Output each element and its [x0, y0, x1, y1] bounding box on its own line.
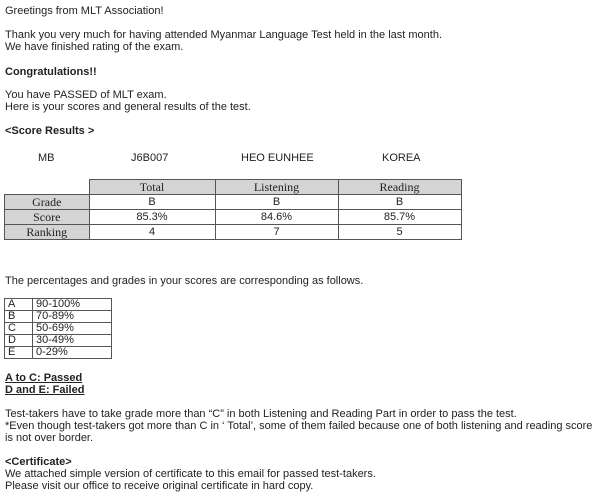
certificate-line-1: We attached simple version of certificate to this email for passed test-takers. [5, 468, 376, 480]
score-cell: B [89, 195, 215, 210]
score-table [4, 179, 462, 240]
intro-line-1: Thank you very much for having attended Myanmar Language Test held in the last month. [5, 29, 442, 41]
table-row [5, 210, 462, 225]
score-row-label: Ranking [5, 225, 90, 240]
table-row [5, 311, 112, 323]
score-row-label: Grade [5, 195, 90, 210]
candidate-type: MB [38, 152, 55, 164]
score-header-total: Total [89, 180, 215, 195]
grade-range: 30-49% [33, 335, 112, 347]
candidate-id: J6B007 [131, 152, 169, 164]
score-cell: 85.7% [338, 210, 461, 225]
score-cell: 4 [89, 225, 215, 240]
candidate-name: HEO EUNHEE [241, 152, 314, 164]
notes-line-2: *Even though test-takers got more than C in ‘ Total’, some of them failed because one of both listening and reading score is not over border. [5, 420, 593, 444]
table-row [5, 225, 462, 240]
grade-letter: C [5, 323, 33, 335]
passed-line-1: You have PASSED of MLT exam. [5, 89, 167, 101]
table-row [5, 195, 462, 210]
pass-rule: A to C: Passed [5, 372, 83, 384]
score-cell: B [338, 195, 461, 210]
grade-letter: D [5, 335, 33, 347]
grade-range: 50-69% [33, 323, 112, 335]
grade-letter: A [5, 299, 33, 311]
score-cell: 85.3% [89, 210, 215, 225]
certificate-heading: <Certificate> [5, 456, 72, 468]
grade-range: 90-100% [33, 299, 112, 311]
passed-line-2: Here is your scores and general results of the test. [5, 101, 251, 113]
table-row [5, 323, 112, 335]
score-header-listening: Listening [215, 180, 338, 195]
intro-line-2: We have finished rating of the exam. [5, 41, 184, 53]
score-table-corner [5, 180, 90, 195]
score-header-reading: Reading [338, 180, 461, 195]
congratulations-heading: Congratulations!! [5, 66, 97, 78]
grade-range: 70-89% [33, 311, 112, 323]
greeting: Greetings from MLT Association! [5, 5, 164, 17]
score-row-label: Score [5, 210, 90, 225]
candidate-country: KOREA [382, 152, 421, 164]
table-row [5, 335, 112, 347]
score-table-header-row [5, 180, 462, 195]
table-row [5, 347, 112, 359]
grade-letter: E [5, 347, 33, 359]
grade-range: 0-29% [33, 347, 112, 359]
score-cell: B [215, 195, 338, 210]
table-row [5, 299, 112, 311]
grade-scale-table [4, 298, 112, 359]
notes-line-1: Test-takers have to take grade more than “C” in both Listening and Reading Part in order to pass the test. [5, 408, 517, 420]
grade-letter: B [5, 311, 33, 323]
score-results-heading: <Score Results > [5, 125, 95, 137]
score-cell: 5 [338, 225, 461, 240]
grades-intro: The percentages and grades in your scores are corresponding as follows. [5, 275, 364, 287]
score-cell: 84.6% [215, 210, 338, 225]
certificate-line-2: Please visit our office to receive original certificate in hard copy. [5, 480, 314, 492]
fail-rule: D and E: Failed [5, 384, 85, 396]
score-cell: 7 [215, 225, 338, 240]
